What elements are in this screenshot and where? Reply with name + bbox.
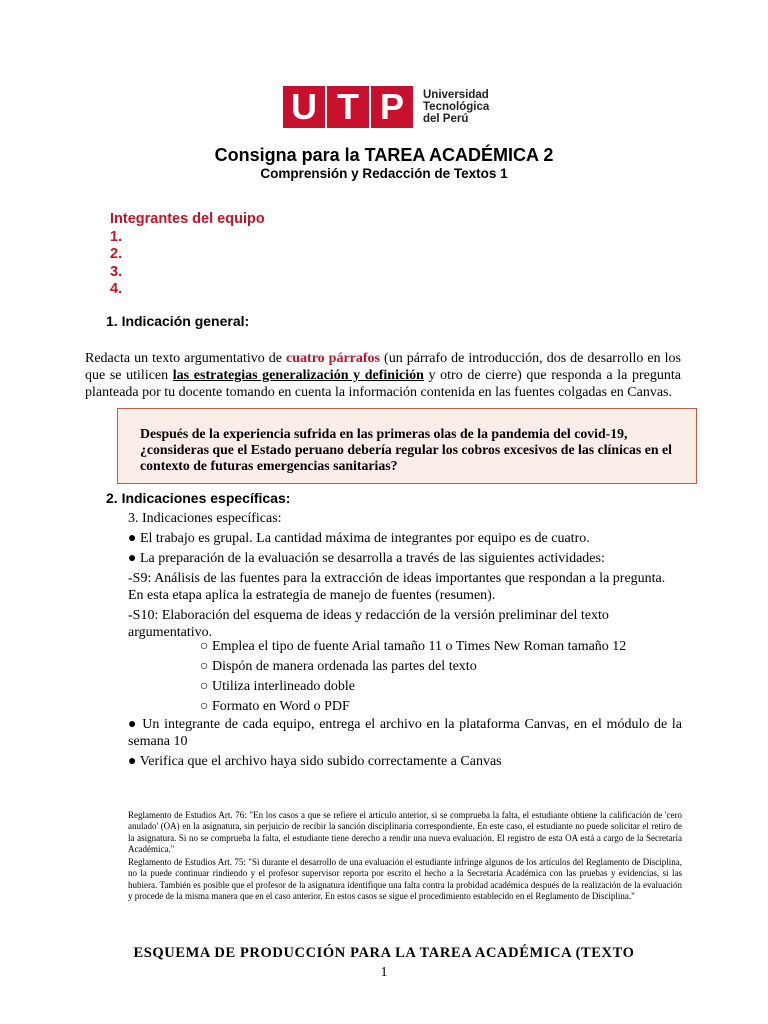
regulation-art-76: Reglamento de Estudios Art. 76: "En los casos a que se refiere el artículo anterior, si se comprueba la falta, el estudiante obtiene la calificación de 'cero anulado' (OA) en la asignatura, sin perjuicio de recibir la sanción disciplinaria correspondiente. En este caso, el estudiante no puede solicitar el retiro de la asignatura. Si no se comprueba la falta, el estudiante tiene derecho a rendir una nueva evaluación. El registro de esta OA está a cargo de la Secretaría Académica.": [128, 810, 682, 854]
spec-line: ● El trabajo es grupal. La cantidad máxima de integrantes por equipo es de cuatro.: [128, 531, 590, 546]
specific-instructions: [128, 510, 682, 644]
logo-letter-u: U: [283, 86, 325, 128]
spec-line: ● Verifica que el archivo haya sido subido correctamente a Canvas: [128, 754, 502, 769]
section-2-heading: 2. Indicaciones específicas:: [106, 490, 291, 506]
page-number: 1: [380, 965, 388, 980]
schema-heading: ESQUEMA DE PRODUCCIÓN PARA LA TAREA ACADÉMICA (TEXTO: [133, 945, 635, 961]
delivery-instructions: [128, 716, 682, 773]
team-heading: Integrantes del equipo: [110, 211, 265, 227]
spec-line: -S10: Elaboración del esquema de ideas y redacción de la versión preliminar del texto argumentativo.: [128, 608, 609, 640]
spec-line: 3. Indicaciones específicas:: [128, 511, 282, 526]
sublist-item: ○ Emplea el tipo de fuente Arial tamaño 11 o Times New Roman tamaño 12: [200, 639, 627, 654]
para-text: (un párrafo de introducción, dos de desarrollo en los que se utilicen: [85, 351, 681, 383]
spec-line: ● La preparación de la evaluación se desarrolla a través de las siguientes actividades:: [128, 551, 605, 566]
spec-line: -S9: Análisis de las fuentes para la extracción de ideas importantes que respondan a la pregunta. En esta etapa aplica la estrategia de manejo de fuentes (resumen).: [128, 571, 666, 603]
team-member: 4.: [110, 281, 123, 297]
para-text: Redacta un texto argumentativo de: [85, 351, 287, 366]
team-list: [110, 211, 265, 299]
sublist-item: ○ Dispón de manera ordenada las partes del texto: [200, 659, 477, 674]
para-highlight: cuatro párrafos: [286, 351, 381, 366]
regulation-art-75: Reglamento de Estudios Art. 75: "Si durante el desarrollo de una evaluación el estudiante infringe algunos de los artículos del Reglamento de Disciplina, no la puede continuar rindiendo y el profesor supervisor reporta por escrito el hecho a la Secretaría Académica con las pruebas y evidencias, si las hubiera. También es posible que el profesor de la asignatura identifique una falta contra la probidad académica después de la realización de la evaluación y procede de la misma manera que en el caso anterior. En estos casos se sigue el procedimiento establecido en el Reglamento de Disciplina.": [128, 857, 682, 901]
format-sublist: [200, 638, 626, 718]
question-box: [117, 408, 697, 484]
para-text: y otro de cierre) que responda a la pregunta planteada por tu docente tomando en cuenta la información contenida en las fuentes colgadas en Canvas.: [85, 368, 681, 400]
team-member: 3.: [110, 263, 123, 280]
document-subtitle: Comprensión y Redacción de Textos 1: [260, 166, 508, 181]
para-underlined: las estrategias generalización y definición: [172, 368, 424, 383]
university-name: [423, 89, 489, 125]
document-title: Consigna para la TAREA ACADÉMICA 2: [214, 145, 554, 165]
team-member: 1.: [110, 228, 123, 245]
university-line: Universidad: [423, 89, 489, 101]
section-1-heading: 1. Indicación general:: [106, 313, 250, 329]
sublist-item: ○ Formato en Word o PDF: [200, 699, 350, 714]
utp-logo: [283, 86, 489, 128]
team-member: 2.: [110, 246, 123, 262]
university-line: del Perú: [423, 113, 469, 125]
question-text: Después de la experiencia sufrida en las primeras olas de la pandemia del covid-19, ¿consideras que el Estado peruano debería regular los cobros excesivos de las clínicas en el contexto de futuras emergencias sanitarias?: [140, 426, 672, 473]
logo-letter-p: P: [371, 86, 413, 128]
logo-letter-t: T: [327, 86, 369, 128]
university-line: Tecnológica: [423, 101, 490, 113]
general-instruction-paragraph: [85, 350, 681, 401]
sublist-item: ○ Utiliza interlineado doble: [200, 679, 356, 694]
spec-line: ● Un integrante de cada equipo, entrega el archivo en la plataforma Canvas, en el módulo de la semana 10: [128, 717, 682, 749]
